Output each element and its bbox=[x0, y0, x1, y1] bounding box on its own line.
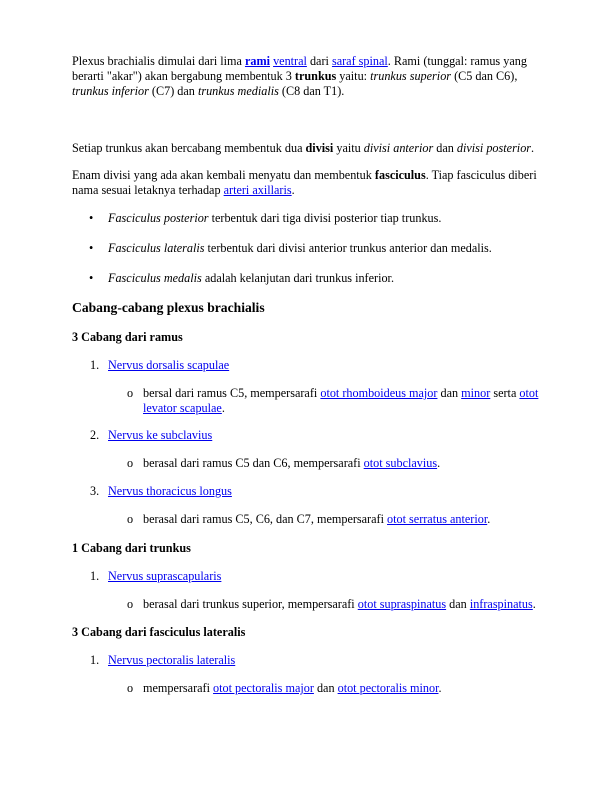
nervus-dorsalis-scapulae-link[interactable]: Nervus dorsalis scapulae bbox=[108, 358, 230, 372]
intro-paragraph-2: Setiap trunkus akan bercabang membentuk dua divisi yaitu divisi anterior dan divisi posterior. bbox=[72, 141, 535, 155]
numbered-item: 1. Nervus suprascapularis bbox=[90, 569, 222, 583]
numbered-item: 1. Nervus pectoralis lateralis bbox=[90, 653, 236, 667]
otot-pectoralis-minor-link[interactable]: otot pectoralis minor bbox=[337, 681, 439, 695]
nervus-pectoralis-lateralis-link[interactable]: Nervus pectoralis lateralis bbox=[108, 653, 236, 667]
sub-item: o bersal dari ramus C5, mempersarafi otot rhomboideus major dan minor serta otot levator scapulae. bbox=[143, 386, 543, 416]
intro-paragraph-1: Plexus brachialis dimulai dari lima rami ventral dari saraf spinal. Rami (tunggal: ramus yang berarti "akar") akan bergabung membentuk 3 trunkus yaitu: trunkus superior (C5 dan C6), trunkus inferior (C7) dan trunkus medialis (C8 dan T1). bbox=[72, 54, 527, 98]
list-item: • Fasciculus posterior terbentuk dari tiga divisi posterior tiap trunkus. bbox=[108, 211, 548, 226]
intro-paragraph-3: Enam divisi yang ada akan kembali menyatu dan membentuk fasciculus. Tiap fasciculus diberi nama sesuai letaknya terhadap arteri axillaris. bbox=[72, 168, 537, 197]
ventral-link[interactable]: ventral bbox=[273, 54, 307, 68]
numbered-item: 1. Nervus dorsalis scapulae bbox=[90, 358, 230, 372]
rami-link[interactable]: rami bbox=[244, 54, 271, 68]
list-item: • Fasciculus lateralis terbentuk dari divisi anterior trunkus anterior dan medalis. bbox=[108, 241, 548, 256]
saraf-spinal-link[interactable]: saraf spinal bbox=[331, 54, 388, 68]
section-heading: Cabang-cabang plexus brachialis bbox=[72, 300, 265, 315]
nervus-ke-subclavius-link[interactable]: Nervus ke subclavius bbox=[108, 428, 213, 442]
subsection-title-trunkus: 1 Cabang dari trunkus bbox=[72, 541, 191, 555]
sub-item: o berasal dari ramus C5, C6, dan C7, mempersarafi otot serratus anterior. bbox=[143, 512, 543, 527]
numbered-item: 3. Nervus thoracicus longus bbox=[90, 484, 232, 498]
nervus-thoracicus-longus-link[interactable]: Nervus thoracicus longus bbox=[108, 484, 232, 498]
otot-serratus-anterior-link[interactable]: otot serratus anterior bbox=[387, 512, 488, 526]
sub-item: o berasal dari trunkus superior, mempersarafi otot supraspinatus dan infraspinatus. bbox=[143, 597, 543, 612]
arteri-axillaris-link[interactable]: arteri axillaris bbox=[223, 183, 292, 197]
otot-supraspinatus-link[interactable]: otot supraspinatus bbox=[357, 597, 447, 611]
otot-levator-scapulae-link[interactable]: otot levator scapulae bbox=[143, 386, 539, 415]
sub-item: o mempersarafi otot pectoralis major dan otot pectoralis minor. bbox=[143, 681, 543, 696]
otot-rhomboideus-major-link[interactable]: otot rhomboideus major bbox=[320, 386, 438, 400]
subsection-title-lateralis: 3 Cabang dari fasciculus lateralis bbox=[72, 625, 246, 639]
numbered-item: 2. Nervus ke subclavius bbox=[90, 428, 213, 442]
minor-link[interactable]: minor bbox=[461, 386, 491, 400]
sub-item: o berasal dari ramus C5 dan C6, mempersarafi otot subclavius. bbox=[143, 456, 543, 471]
otot-pectoralis-major-link[interactable]: otot pectoralis major bbox=[213, 681, 314, 695]
subsection-title-ramus: 3 Cabang dari ramus bbox=[72, 330, 183, 344]
infraspinatus-link[interactable]: infraspinatus bbox=[469, 597, 533, 611]
nervus-suprascapularis-link[interactable]: Nervus suprascapularis bbox=[108, 569, 222, 583]
list-item: • Fasciculus medalis adalah kelanjutan dari trunkus inferior. bbox=[108, 271, 548, 286]
otot-subclavius-link[interactable]: otot subclavius bbox=[363, 456, 438, 470]
